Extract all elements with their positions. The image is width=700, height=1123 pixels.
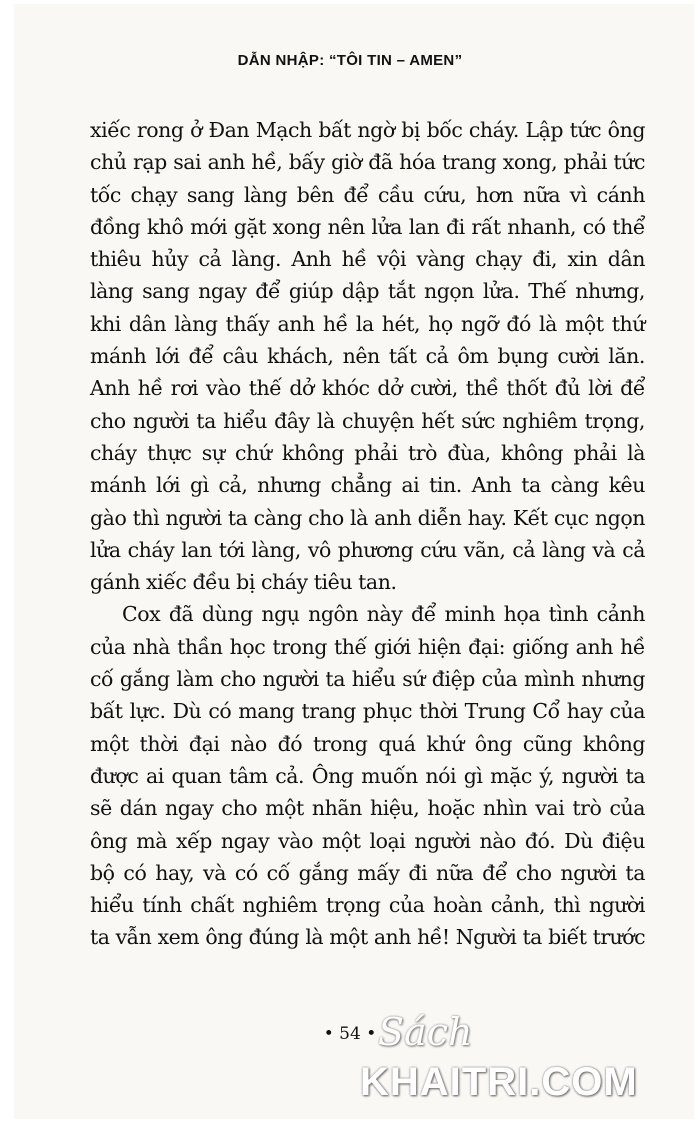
watermark-brand-text: KHAITRI.COM xyxy=(360,1060,638,1104)
text-line: lửa cháy lan tới làng, vô phương cứu vãn, cả làng và cả xyxy=(90,537,645,562)
text-line: một thời đại nào đó trong quá khứ ông cũng không xyxy=(90,731,645,756)
body-text xyxy=(90,114,645,954)
text-line: ông mà xếp ngay vào một loại người nào đó. Dù điệu xyxy=(90,828,645,853)
text-line: ta vẫn xem ông đúng là một anh hề! Người ta biết trước xyxy=(90,925,645,950)
running-header: DẪN NHẬP: “TÔI TIN – AMEN” xyxy=(237,52,463,69)
text-line: khi dân làng thấy anh hề la hét, họ ngỡ đó là một thứ xyxy=(90,311,645,336)
text-line: Cox đã dùng ngụ ngôn này để minh họa tình cảnh xyxy=(122,602,645,627)
text-line: cố gắng làm cho người ta hiểu sứ điệp của mình nhưng xyxy=(90,667,645,692)
text-line: bộ có hay, và có cố gắng mấy đi nữa để cho người ta xyxy=(90,860,645,885)
text-line: hiểu tính chất nghiêm trọng của hoàn cảnh, thì người xyxy=(90,893,645,918)
paragraph-2 xyxy=(90,598,645,953)
text-line: cho người ta hiểu đây là chuyện hết sức nghiêm trọng, xyxy=(90,408,645,433)
text-line: gào thì người ta càng cho là anh diễn hay. Kết cục ngọn xyxy=(90,505,645,530)
text-line: bất lực. Dù có mang trang phục thời Trung Cổ hay của xyxy=(90,699,645,724)
paragraph-1 xyxy=(90,114,645,598)
text-line: được ai quan tâm cả. Ông muốn nói gì mặc ý, người ta xyxy=(90,763,645,788)
text-line: thiêu hủy cả làng. Anh hề vội vàng chạy đi, xin dân xyxy=(90,247,645,272)
text-line: xiếc rong ở Đan Mạch bất ngờ bị bốc cháy. Lập tức ông xyxy=(90,118,645,142)
text-line: tốc chạy sang làng bên để cầu cứu, hơn nữa vì cánh xyxy=(90,182,645,207)
text-line: sẽ dán ngay cho một nhãn hiệu, hoặc nhìn vai trò của xyxy=(90,796,645,821)
text-line: cháy thực sự chứ không phải trò đùa, không phải là xyxy=(90,440,645,465)
text-line: của nhà thần học trong thế giới hiện đại: giống anh hề xyxy=(90,634,645,659)
text-line: mánh lới để câu khách, nên tất cả ôm bụng cười lăn. xyxy=(90,344,645,369)
text-line: làng sang ngay để giúp dập tắt ngọn lửa. Thế nhưng, xyxy=(90,279,645,304)
text-line: Anh hề rơi vào thế dở khóc dở cười, thề thốt đủ lời để xyxy=(90,376,645,401)
text-line: gánh xiếc đều bị cháy tiêu tan. xyxy=(90,570,397,595)
text-line: đồng khô mới gặt xong nên lửa lan đi rất nhanh, có thể xyxy=(90,214,645,239)
text-line: chủ rạp sai anh hề, bấy giờ đã hóa trang xong, phải tức xyxy=(90,150,645,175)
watermark-logo xyxy=(360,1010,690,1115)
text-line: mánh lới gì cả, nhưng chẳng ai tin. Anh ta càng kêu xyxy=(90,473,645,498)
page-number: • 54 • xyxy=(323,1024,377,1044)
watermark-script-text: Sách xyxy=(378,1010,473,1054)
